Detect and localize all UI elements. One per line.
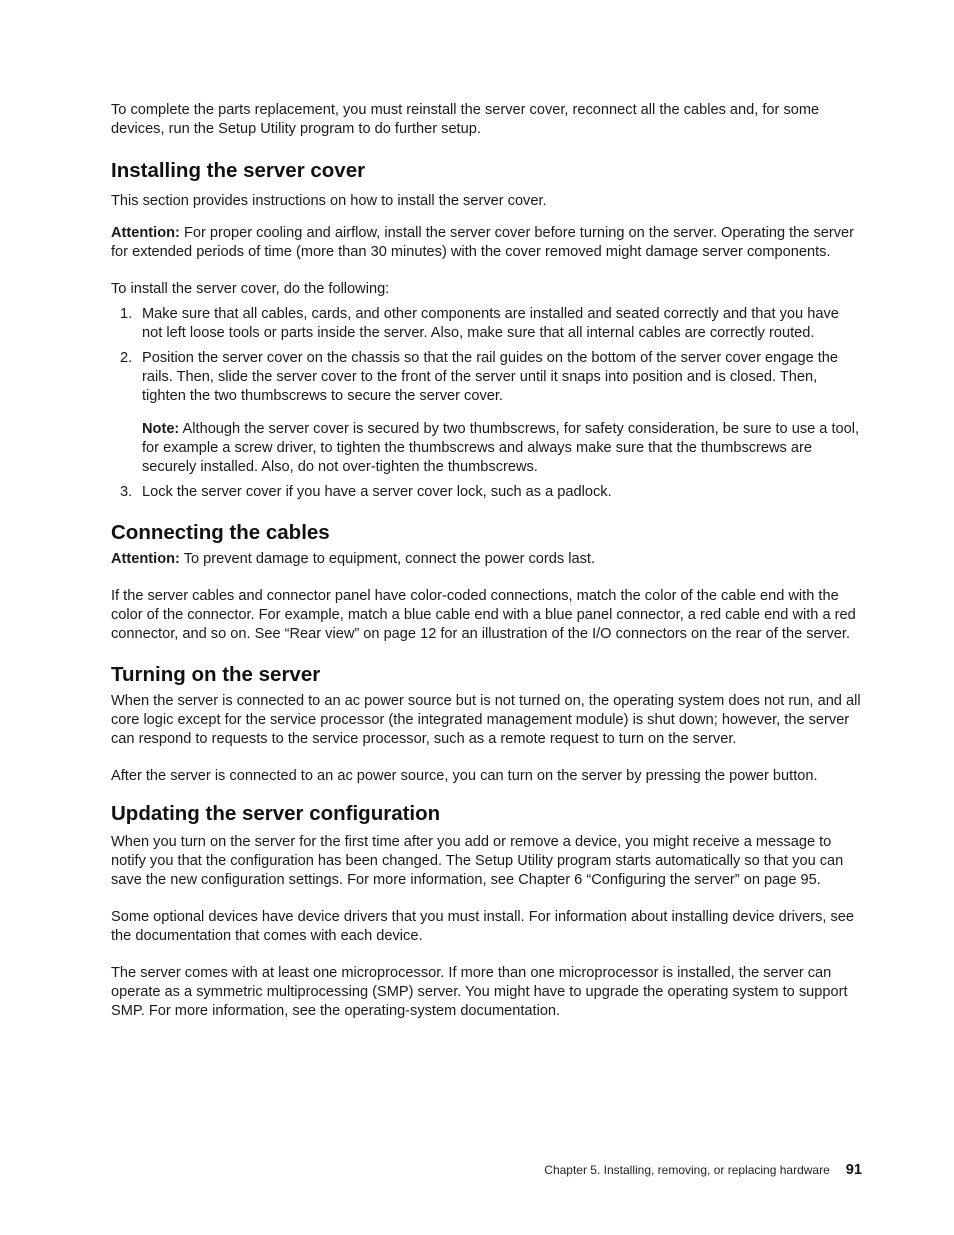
heading-installing-server-cover: Installing the server cover bbox=[111, 159, 366, 182]
attention-label: Attention: bbox=[111, 225, 180, 241]
attention-text: For proper cooling and airflow, install the server cover before turning on the server. Operating the server for extended periods of time (more than 30 minutes) with the cover removed might damage server components. bbox=[111, 225, 854, 260]
update-config-paragraph-2: Some optional devices have device drivers that you must install. For information about installing device drivers, see the documentation that comes with each device. bbox=[111, 909, 855, 944]
cables-attention bbox=[111, 550, 863, 569]
note-label: Note: bbox=[142, 421, 180, 437]
step-note bbox=[142, 420, 863, 477]
install-cover-lead: To install the server cover, do the following: bbox=[111, 281, 390, 297]
step-number: 3. bbox=[120, 484, 133, 500]
update-config-paragraph-1: When you turn on the server for the first time after you add or remove a device, you might receive a message to notify you that the configuration has been changed. The Setup Utility program starts automatically so that you can save the new configuration settings. For more information, see Chapter 6 “Configuring the server” on page 95. bbox=[111, 834, 844, 888]
list-item bbox=[111, 349, 863, 477]
heading-connecting-cables: Connecting the cables bbox=[111, 521, 330, 544]
footer-chapter-title: Chapter 5. Installing, removing, or replacing hardware bbox=[544, 1163, 830, 1177]
turn-on-paragraph-1: When the server is connected to an ac power source but is not turned on, the operating system does not run, and all core logic except for the service processor (the integrated management module) is shut down; however, the server can respond to requests to the service processor, such as a remote request to turn on the server. bbox=[111, 693, 861, 747]
note-text: Although the server cover is secured by two thumbscrews, for safety consideration, be sure to use a tool, for example a screw driver, to tighten the thumbscrews and always make sure that the thumbscrews are securely installed. Also, do not over-tighten the thumbscrews. bbox=[142, 421, 860, 475]
list-item bbox=[111, 483, 863, 502]
heading-turning-on-server: Turning on the server bbox=[111, 663, 321, 686]
turn-on-paragraph-2: After the server is connected to an ac power source, you can turn on the server by pressing the power button. bbox=[111, 768, 818, 784]
install-cover-attention bbox=[111, 224, 863, 262]
page-footer bbox=[517, 1162, 862, 1178]
step-text: Position the server cover on the chassis so that the rail guides on the bottom of the server cover engage the rails. Then, slide the server cover to the front of the server until it snaps into position and is closed. Then, tighten the two thumbscrews to secure the server cover. bbox=[142, 350, 839, 404]
step-text: Make sure that all cables, cards, and other components are installed and seated correctly and that you have not left loose tools or parts inside the server. Also, make sure that all internal cables are correctly routed. bbox=[142, 306, 839, 341]
update-config-paragraph-3: The server comes with at least one microprocessor. If more than one microprocessor is installed, the server can operate as a symmetric multiprocessing (SMP) server. You might have to upgrade the operating system to support SMP. For more information, see the operating-system documentation. bbox=[111, 965, 848, 1019]
step-number: 2. bbox=[120, 350, 133, 366]
intro-paragraph: To complete the parts replacement, you must reinstall the server cover, reconnect all the cables and, for some devices, run the Setup Utility program to do further setup. bbox=[111, 102, 820, 137]
attention-text: To prevent damage to equipment, connect the power cords last. bbox=[179, 551, 595, 567]
install-steps-list bbox=[111, 305, 863, 502]
page-number: 91 bbox=[845, 1162, 862, 1178]
cables-paragraph: If the server cables and connector panel have color-coded connections, match the color of the cable end with the color of the connector. For example, match a blue cable end with a blue panel connector, a red cable end with a red connector, and so on. See “Rear view” on page 12 for an illustration of the I/O connectors on the rear of the server. bbox=[111, 588, 856, 642]
list-item bbox=[111, 305, 863, 343]
attention-label: Attention: bbox=[111, 551, 180, 567]
heading-updating-configuration: Updating the server configuration bbox=[111, 802, 441, 825]
document-body bbox=[111, 101, 863, 1021]
step-text: Lock the server cover if you have a server cover lock, such as a padlock. bbox=[142, 484, 612, 500]
install-cover-intro: This section provides instructions on how to install the server cover. bbox=[111, 193, 547, 209]
step-number: 1. bbox=[120, 306, 133, 322]
